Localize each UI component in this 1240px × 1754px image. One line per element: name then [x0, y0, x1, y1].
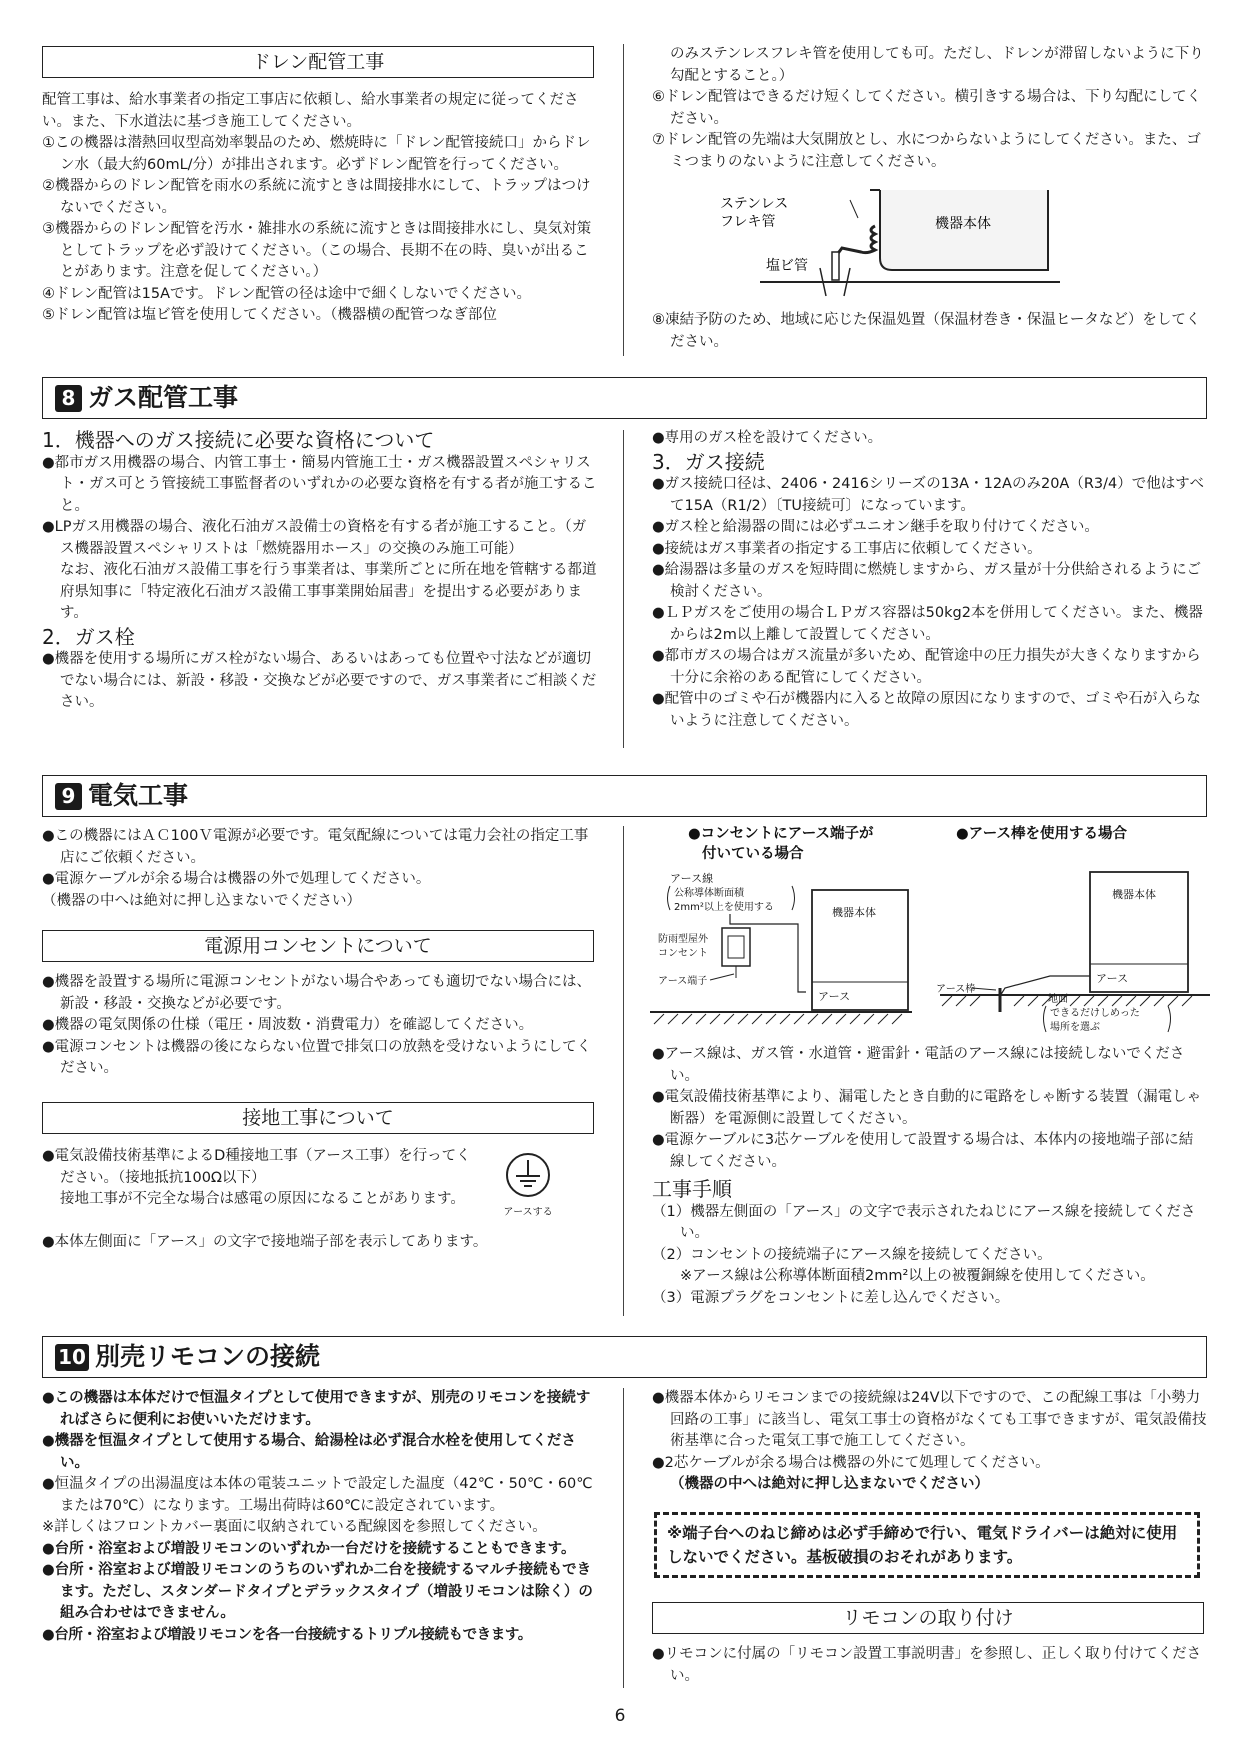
bracket-left	[668, 886, 671, 910]
fig-body-label-2: 機器本体	[1112, 888, 1156, 901]
gas-item: ●配管中のゴミや石が機器内に入ると故障の原因になりますので、ゴミや石が入らないように注意してください。	[652, 691, 1201, 729]
elec-left-column	[42, 826, 598, 912]
remote-item: ●機器を恒温タイプとして使用する場合、給湯栓は必ず混合水栓を使用してください。	[42, 1433, 576, 1471]
ground-item: ●電気設備技術基準によるD種接地工事（アース工事）を行ってください。（接地抵抗100Ω以下）	[42, 1148, 471, 1186]
drain-item: ②機器からのドレン配管を雨水の系統に流すときは間接排水にして、トラップはつけないでください。	[42, 178, 591, 216]
ground-label-2: できるだけしめった	[1050, 1008, 1140, 1019]
elec-item: ●この機器にはＡＣ100Ｖ電源が必要です。電気配線については電力会社の指定工事店にご依頼ください。	[42, 828, 589, 866]
procedure-step: （1）機器左側面の「アース」の文字で表示されたねじにアース線を接続してください。	[652, 1203, 1196, 1241]
remote-item: ●機器本体からリモコンまでの接続線は24V以下ですので、この配線工事は「小勢力回路の工事」に該当し、電気工事士の資格がなくても工事できますが、電気設備技術基準に合った電気工事で施工してください。	[652, 1390, 1207, 1449]
gas-right-column	[652, 428, 1207, 732]
drain-right-column	[652, 44, 1207, 173]
remote-note: ※詳しくはフロントカバー裏面に収納されている配線図を参照してください。	[42, 1519, 547, 1535]
gas-item: ●接続はガス事業者の指定する工事店に依頼してください。	[652, 540, 1042, 557]
gas-subheading: 1．機器へのガス接続に必要な資格について	[42, 428, 435, 452]
column-divider	[623, 44, 624, 356]
terminal-label: アース端子	[658, 976, 708, 987]
ground-icon-label: アースする	[503, 1206, 553, 1218]
remote-bold-note: （機器の中へは絶対に押し込まないでください）	[670, 1476, 989, 1492]
earth-wire-note-2: 2mm²以上を使用する	[674, 902, 774, 913]
section-title: 別売リモコンの接続	[95, 1342, 321, 1372]
elec-item: ●アース線は、ガス管・水道管・避雷針・電話のアース線には接続しないでください。	[652, 1046, 1185, 1084]
fig-earth-label: アース	[818, 990, 851, 1003]
drain-item: のみステンレスフレキ管を使用しても可。ただし、ドレンが滞留しないように下り勾配とすること。）	[670, 46, 1204, 84]
remote-item: ●恒温タイプの出湯温度は本体の電装ユニットで設定した温度（42℃・50℃・60℃または70℃）になります。工場出荷時は60℃に設定されています。	[42, 1476, 593, 1514]
hatch-left	[654, 1014, 902, 1024]
fig-left-title-2: 付いている場合	[702, 846, 804, 862]
ground-icon	[505, 1152, 551, 1198]
column-divider	[623, 1388, 624, 1688]
drain-device-label: 機器本体	[935, 216, 991, 232]
remote-item: ●台所・浴室および増設リモコンのうちのいずれか二台を接続するマルチ接続もできます。ただし、スタンダードタイプとデラックスタイプ（増設リモコンは除く）の組み合わせはできません。	[42, 1562, 593, 1621]
remote-section-header	[42, 1336, 1207, 1378]
drain-item: ④ドレン配管は15Aです。ドレン配管の径は途中で細くしないでください。	[42, 285, 531, 302]
grounding-diagram	[650, 820, 1210, 1042]
stainless-label-1: ステンレス	[720, 196, 789, 212]
drain-left-column	[42, 90, 598, 327]
outlet-face	[728, 936, 744, 958]
gas-section-header	[42, 377, 1207, 419]
gas-item: ●ガス栓と給湯器の間には必ずユニオン継手を取り付けてください。	[652, 519, 1099, 535]
drain-item: ⑥ドレン配管はできるだけ短くしてください。横引きする場合は、下り勾配にしてください。	[652, 89, 1202, 127]
gas-item: ●都市ガスの場合はガス流量が多いため、配管途中の圧力損失が大きくなりますから十分に余裕のある配管にしてください。	[652, 648, 1201, 686]
rod-label: アース棒	[936, 984, 976, 995]
gas-item: ●専用のガス栓を設けてください。	[652, 430, 883, 446]
outlet-item: ●機器を設置する場所に電源コンセントがない場合やあっても適切でない場合には、新設・移設・交換などが必要です。	[42, 974, 592, 1012]
drain-intro: 配管工事は、給水事業者の指定工事店に依頼し、給水事業者の規定に従ってください。また、下水道法に基づき施工してください。	[42, 92, 579, 130]
column-divider	[623, 430, 624, 748]
remote-install-title: リモコンの取り付け	[652, 1602, 1204, 1634]
gas-item: ●ＬＰガスをご使用の場合ＬＰガス容器は50kg2本を併用してください。また、機器からは2m以上離して設置してください。	[652, 605, 1203, 643]
leader-stainless	[850, 200, 858, 218]
pvc-label: 塩ビ管	[766, 258, 808, 274]
fig-right-title: ●アース棒を使用する場合	[956, 826, 1127, 842]
procedure-title: 工事手順	[652, 1177, 732, 1201]
remote-left-column	[42, 1388, 598, 1646]
outlet-label-2: コンセント	[658, 948, 708, 959]
ground-label-3: 場所を選ぶ	[1050, 1022, 1100, 1033]
elec-item: ●電源ケーブルが余る場合は機器の外で処理してください。	[42, 871, 431, 887]
bracket-right	[792, 886, 795, 910]
gas-subheading: 3．ガス接続	[652, 449, 765, 474]
remote-item: ●台所・浴室および増設リモコンのいずれか一台だけを接続することもできます。	[42, 1540, 576, 1557]
rod-leader	[972, 988, 996, 990]
outlet-label-1: 防雨型屋外	[658, 934, 708, 945]
procedure-note: ※アース線は公称導体断面積2mm²以上の被覆銅線を使用してください。	[680, 1268, 1155, 1284]
gas-note: なお、液化石油ガス設備工事を行う事業者は、事業所ごとに所在地を管轄する都道府県知事に「特定液化石油ガス設備工事事業開始届書」を提出する必要があります。	[60, 562, 597, 621]
elec-section-header	[42, 775, 1207, 817]
earth-wire-note-1: 公称導体断面積	[674, 888, 744, 899]
earth-wire-label: アース線	[670, 872, 714, 885]
drain-title: ドレン配管工事	[42, 46, 594, 78]
elec-note: （機器の中へは絶対に押し込まないでください）	[42, 892, 361, 909]
ground-work-column	[42, 1146, 472, 1211]
fig-earth-label-2: アース	[1096, 972, 1129, 985]
section-number: 10	[55, 1344, 89, 1371]
gas-item: ●LPガス用機器の場合、液化石油ガス設備士の資格を有する者が施工すること。（ガス機器設置スペシャリストは「燃焼器用ホース」の交換のみ施工可能）	[42, 519, 587, 557]
ground-note: 接地工事が不完全な場合は感電の原因になることがあります。	[60, 1191, 465, 1207]
fig-body-label: 機器本体	[832, 906, 876, 919]
elec-item: ●電源ケーブルに3芯ケーブルを使用して設置する場合は、本体内の接地端子部に結線してください。	[652, 1132, 1194, 1170]
pvc-pipe-shape	[832, 252, 839, 280]
bracket-right-2	[1168, 1006, 1171, 1032]
procedure-step: （2）コンセントの接続端子にアース線を接続してください。	[652, 1246, 1052, 1263]
outlet-item: ●電源コンセントは機器の後にならない位置で排気口の放熱を受けないようにしてください。	[42, 1038, 592, 1076]
column-divider	[623, 826, 624, 1316]
remote-item: ●2芯ケーブルが余る場合は機器の外にて処理してください。	[652, 1454, 1050, 1471]
drain-item: ③機器からのドレン配管を汚水・雑排水の系統に流すときは間接排水にし、臭気対策としてトラップを必ず設けてください。（この場合、長期不在の時、臭いが出ることがあります。注意を促してください。）	[42, 221, 592, 280]
remote-right-column	[652, 1388, 1207, 1496]
warning-box: ※端子台へのねじ締めは必ず手締めで行い、電気ドライバーは絶対に使用しないでください。基板破損のおそれがあります。	[654, 1512, 1200, 1578]
section-number: 9	[55, 783, 82, 810]
procedure-step: （3）電源プラグをコンセントに差し込んでください。	[652, 1289, 1010, 1306]
ground-label-1: 地面	[1048, 994, 1068, 1005]
elec-right-column	[652, 1044, 1207, 1309]
terminal-leader	[710, 974, 734, 980]
gas-item: ●ガス接続口径は、2406・2416シリーズの13A・12Aのみ20A（R3/4）で他はすべて15A（R1/2）〔TU接続可〕になっています。	[652, 476, 1204, 514]
flex-pipe-shape	[836, 226, 875, 256]
gas-item: ●機器を使用する場所にガス栓がない場合、あるいはあっても位置や寸法などが適切でない場合には、新設・移設・交換などが必要ですので、ガス事業者にご相談ください。	[42, 651, 597, 710]
bracket-left-2	[1044, 1006, 1047, 1032]
drain-item: ⑦ドレン配管の先端は大気開放とし、水につからないようにしてください。また、ゴミつまりのないように注意してください。	[652, 132, 1201, 170]
fig-left-title-1: ●コンセントにアース端子が	[688, 826, 874, 842]
section-number: 8	[55, 385, 82, 412]
ground-work-title: 接地工事について	[42, 1102, 594, 1134]
remote-item: ●この機器は本体だけで恒温タイプとして使用できますが、別売のリモコンを接続すればさらに便利にお使いいただけます。	[42, 1390, 591, 1428]
gas-item: ●都市ガス用機器の場合、内管工事士・簡易内管施工士・ガス機器設置スペシャリスト・ガス可とう管接続工事監督者のいずれかの必要な資格を有する者が施工すること。	[42, 454, 597, 514]
ground-item: ●本体左側面に「アース」の文字で接地端子部を表示してあります。	[42, 1234, 488, 1250]
page-number: 6	[614, 1706, 626, 1726]
outlet-item: ●機器の電気関係の仕様（電圧・周波数・消費電力）を確認してください。	[42, 1017, 534, 1033]
rod-wire	[1000, 976, 1090, 996]
gas-subheading: 2．ガス栓	[42, 624, 135, 649]
ground-symbol	[496, 1152, 560, 1220]
drain-diagram	[720, 178, 1060, 308]
outlet-column	[42, 972, 598, 1080]
remote-item: ●台所・浴室および増設リモコンを各一台接続するトリプル接続もできます。	[42, 1626, 532, 1643]
drain-item: ⑧凍結予防のため、地域に応じた保温処置（保温材巻き・保温ヒータなど）をしてください。	[652, 312, 1201, 350]
drain-item: ①この機器は潜熱回収型高効率製品のため、燃焼時に「ドレン配管接続口」からドレン水（最大約60mL/分）が排出されます。必ずドレン配管を行ってください。	[42, 135, 591, 173]
remote-install-text: ●リモコンに付属の「リモコン設置工事説明書」を参照し、正しく取り付けてください。	[652, 1646, 1202, 1684]
section-title: 電気工事	[88, 781, 189, 811]
gas-item: ●給湯器は多量のガスを短時間に燃焼しますから、ガス量が十分供給されるようにご検討ください。	[652, 562, 1202, 600]
section-title: ガス配管工事	[88, 383, 239, 413]
drain-item: ⑤ドレン配管は塩ビ管を使用してください。（機器横の配管つなぎ部位	[42, 307, 497, 323]
outlet-title: 電源用コンセントについて	[42, 930, 594, 962]
gas-left-column	[42, 428, 598, 714]
elec-item: ●電気設備技術基準により、漏電したとき自動的に電路をしゃ断する装置（漏電しゃ断器）を電源側に設置してください。	[652, 1089, 1202, 1127]
stainless-label-2: フレキ管	[720, 214, 776, 230]
